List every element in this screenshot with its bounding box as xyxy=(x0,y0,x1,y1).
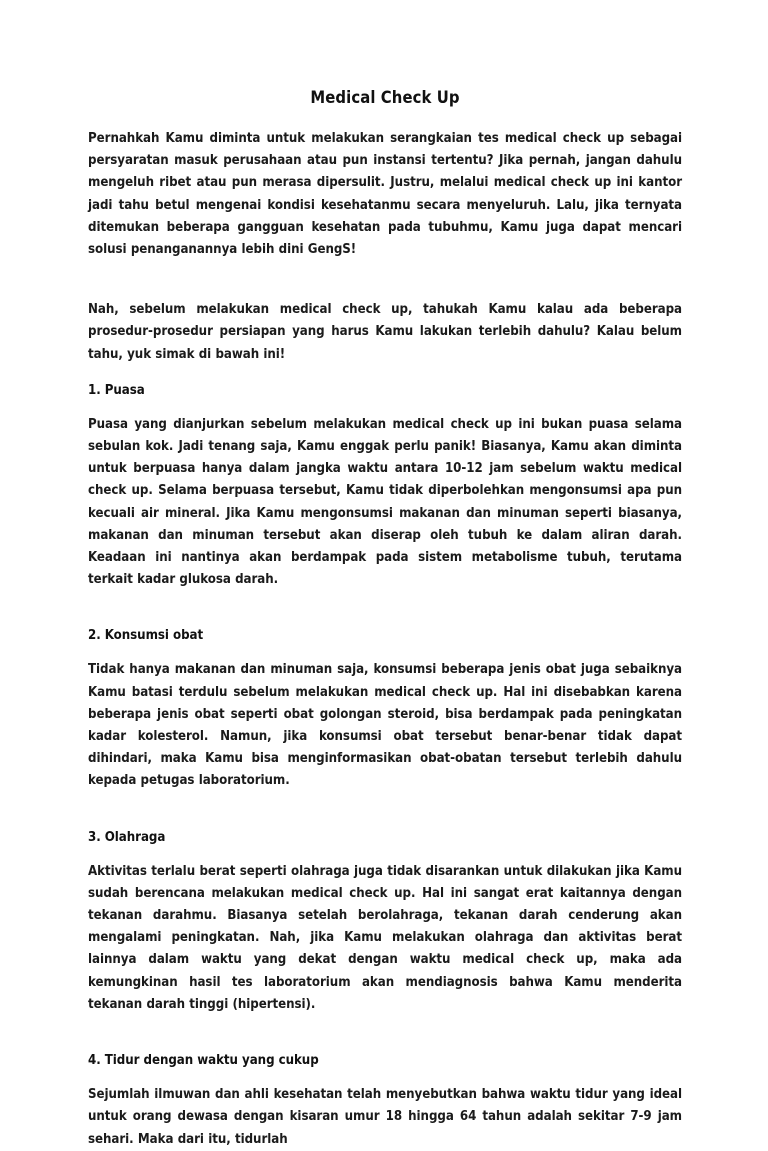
section-heading-konsumsi-obat: 2. Konsumsi obat xyxy=(88,628,204,644)
section-paragraph-olahraga: Aktivitas terlalu berat seperti olahraga juga tidak disarankan untuk dilakukan jika Kamu sudah berencana melakukan medical check up. Hal ini sangat erat kaitannya dengan tekanan darahmu. Biasanya setelah berolahraga, tekanan darah cenderung akan mengalami peningkatan. Nah, jika Kamu melakukan olahraga dan aktivitas berat lainnya dalam waktu yang dekat dengan waktu medical check up, maka ada kemungkinan hasil tes laboratorium akan mendiagnosis bahwa Kamu menderita tekanan darah tinggi (hipertensi). xyxy=(88,863,682,1012)
page-title: Medical Check Up xyxy=(310,88,460,107)
transition-paragraph: Nah, sebelum melakukan medical check up, tahukah Kamu kalau ada beberapa prosedur-prosedur persiapan yang harus Kamu lakukan terlebih dahulu? Kalau belum tahu, yuk simak di bawah ini! xyxy=(88,302,682,362)
intro-paragraph: Pernahkah Kamu diminta untuk melakukan serangkaian tes medical check up sebagai persyaratan masuk perusahaan atau pun instansi tertentu? Jika pernah, jangan dahulu mengeluh ribet atau pun merasa dipersulit. Justru, melalui medical check up ini kantor jadi tahu betul mengenai kondisi kesehatanmu secara menyeluruh. Lalu, jika ternyata ditemukan beberapa gangguan kesehatan pada tubuhmu, Kamu juga dapat mencari solusi penanganannya lebih dini GengS! xyxy=(88,131,682,258)
document-content xyxy=(88,0,682,1151)
section-paragraph-konsumsi-obat: Tidak hanya makanan dan minuman saja, konsumsi beberapa jenis obat juga sebaiknya Kamu batasi terdulu sebelum melakukan medical check up. Hal ini disebabkan karena beberapa jenis obat seperti obat golongan steroid, bisa berdampak pada peningkatan kadar kolesterol. Namun, jika konsumsi obat tersebut benar-benar tidak dapat dihindari, maka Kamu bisa menginformasikan obat-obatan tersebut terlebih dahulu kepada petugas laboratorium. xyxy=(88,662,682,789)
section-paragraph-tidur: Sejumlah ilmuwan dan ahli kesehatan telah menyebutkan bahwa waktu tidur yang ideal untuk orang dewasa dengan kisaran umur 18 hingga 64 tahun adalah sekitar 7-9 jam sehari. Maka dari itu, tidurlah xyxy=(88,1087,682,1147)
section-paragraph-puasa: Puasa yang dianjurkan sebelum melakukan medical check up ini bukan puasa selama sebulan kok. Jadi tenang saja, Kamu enggak perlu panik! Biasanya, Kamu akan diminta untuk berpuasa hanya dalam jangka waktu antara 10-12 jam sebelum waktu medical check up. Selama berpuasa tersebut, Kamu tidak diperbolehkan mengonsumsi apa pun kecuali air mineral. Jika Kamu mengonsumsi makanan dan minuman seperti biasanya, makanan dan minuman tersebut akan diserap oleh tubuh ke dalam aliran darah. Keadaan ini nantinya akan berdampak pada sistem metabolisme tubuh, terutama terkait kadar glukosa darah. xyxy=(88,416,682,588)
section-heading-puasa: 1. Puasa xyxy=(88,382,145,398)
section-heading-olahraga: 3. Olahraga xyxy=(88,829,166,845)
section-heading-tidur: 4. Tidur dengan waktu yang cukup xyxy=(88,1053,319,1069)
